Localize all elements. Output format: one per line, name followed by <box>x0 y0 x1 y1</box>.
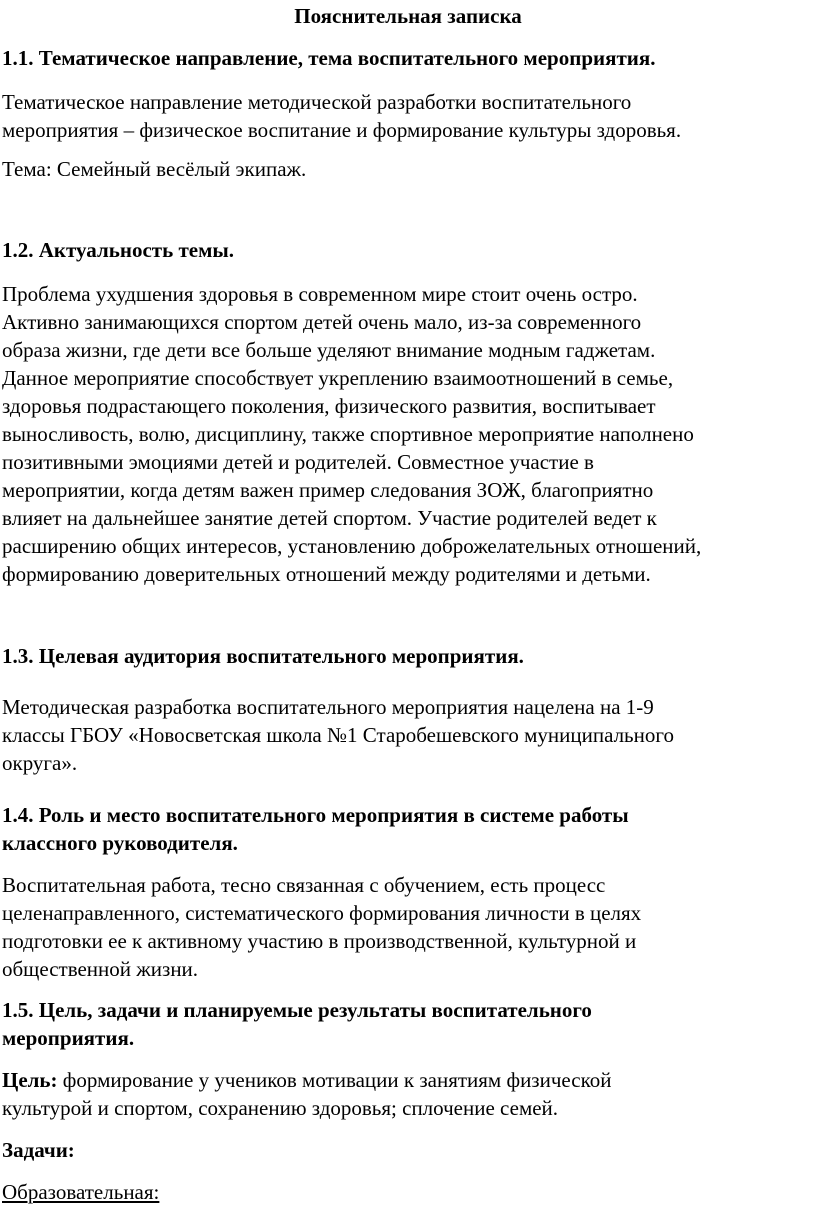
section-1-2-paragraph-line: образа жизни, где дети все больше уделяют внимание модным гаджетам. <box>2 338 656 362</box>
section-1-1-paragraph-line: Тематическое направление методической разработки воспитательного <box>2 90 632 114</box>
section-1-2-paragraph-line: выносливость, волю, дисциплину, также спортивное мероприятие наполнено <box>2 422 694 446</box>
section-1-2-paragraph-line: расширению общих интересов, установлению доброжелательных отношений, <box>2 534 702 558</box>
goal-text: формирование у учеников мотивации к занятиям физической <box>57 1068 612 1092</box>
section-1-3-heading: 1.3. Целевая аудитория воспитательного мероприятия. <box>2 644 524 668</box>
goal-line <box>2 1066 611 1094</box>
section-1-2-paragraph-line: Проблема ухудшения здоровья в современном мире стоит очень остро. <box>2 282 638 306</box>
section-1-4-heading-line: 1.4. Роль и место воспитательного мероприятия в системе работы <box>2 803 629 827</box>
section-1-2-paragraph-line: здоровья подрастающего поколения, физического развития, воспитывает <box>2 394 656 418</box>
document-title: Пояснительная записка <box>294 4 522 28</box>
section-1-5-heading-line: 1.5. Цель, задачи и планируемые результаты воспитательного <box>2 998 592 1022</box>
section-1-2-paragraph-line: формированию доверительных отношений между родителями и детьми. <box>2 562 651 586</box>
section-1-2-paragraph-line: Активно занимающихся спортом детей очень мало, из-за современного <box>2 310 642 334</box>
section-1-4-heading-line: классного руководителя. <box>2 831 238 855</box>
goal-line-continued: культурой и спортом, сохранению здоровья; сплочение семей. <box>2 1096 559 1120</box>
goal-label: Цель: <box>2 1068 58 1092</box>
section-1-2-paragraph-line: влияет на дальнейшее занятие детей спортом. Участие родителей ведет к <box>2 506 657 530</box>
section-1-2-paragraph-line: позитивными эмоциями детей и родителей. Совместное участие в <box>2 450 594 474</box>
section-1-4-paragraph-line: целенаправленного, систематического формирования личности в целях <box>2 901 642 925</box>
section-1-2-heading: 1.2. Актуальность темы. <box>2 238 235 262</box>
section-1-5-heading-line: мероприятия. <box>2 1026 135 1050</box>
theme-line: Тема: Семейный весёлый экипаж. <box>2 157 307 181</box>
section-1-2-paragraph-line: Данное мероприятие способствует укреплению взаимоотношений в семье, <box>2 366 674 390</box>
section-1-3-paragraph-line: округа». <box>2 751 78 775</box>
section-1-3-paragraph-line: Методическая разработка воспитательного мероприятия нацелена на 1-9 <box>2 695 654 719</box>
section-1-4-paragraph-line: подготовки ее к активному участию в производственной, культурной и <box>2 929 637 953</box>
section-1-1-paragraph-line: мероприятия – физическое воспитание и формирование культуры здоровья. <box>2 118 682 142</box>
tasks-label: Задачи: <box>2 1138 75 1162</box>
educational-label: Образовательная: <box>2 1180 160 1204</box>
section-1-1-heading: 1.1. Тематическое направление, тема воспитательного мероприятия. <box>2 46 656 70</box>
section-1-4-paragraph-line: общественной жизни. <box>2 957 199 981</box>
section-1-2-paragraph-line: мероприятии, когда детям важен пример следования ЗОЖ, благоприятно <box>2 478 654 502</box>
section-1-3-paragraph-line: классы ГБОУ «Новосветская школа №1 Старобешевского муниципального <box>2 723 674 747</box>
section-1-4-paragraph-line: Воспитательная работа, тесно связанная с обучением, есть процесс <box>2 873 606 897</box>
